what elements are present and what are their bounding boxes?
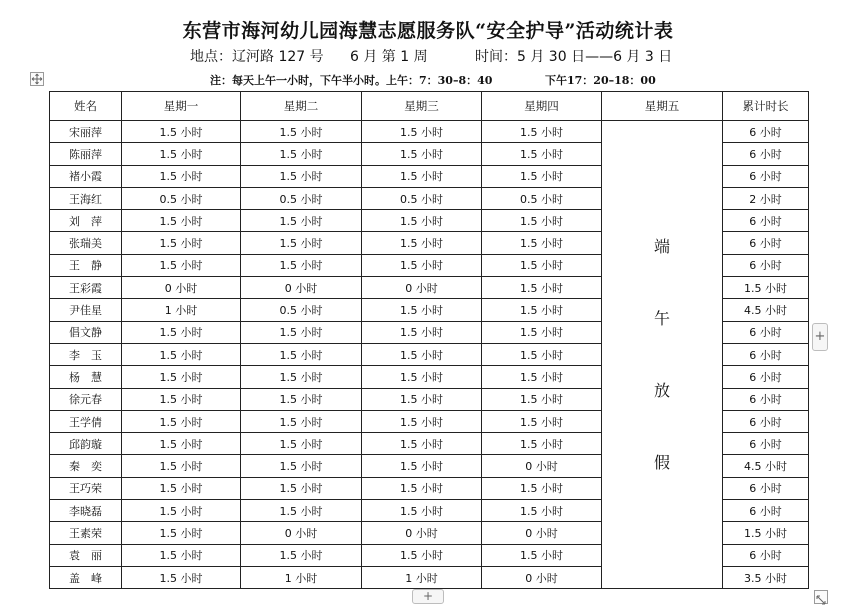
cell-name: 秦 奕 [50,455,122,477]
cell-total: 2 小时 [723,187,809,209]
cell-name: 李 玉 [50,343,122,365]
time-range-text: 时间：5 月 30 日——6 月 3 日 [475,49,673,65]
cell-name: 杨 慧 [50,366,122,388]
cell-total: 6 小时 [723,433,809,455]
holiday-char: 午 [653,308,670,328]
cell-mon: 1.5 小时 [122,321,241,343]
cell-wed: 1.5 小时 [362,254,482,276]
cell-tue: 1.5 小时 [241,366,362,388]
cell-name: 刘 萍 [50,210,122,232]
cell-name: 王学倩 [50,410,122,432]
cell-total: 6 小时 [723,210,809,232]
cell-tue: 1.5 小时 [241,433,362,455]
cell-thu: 0 小时 [482,522,602,544]
cell-wed: 1.5 小时 [362,165,482,187]
cell-wed: 1.5 小时 [362,366,482,388]
document-info-line [190,46,690,66]
cell-mon: 1.5 小时 [122,522,241,544]
cell-name: 盖 峰 [50,566,122,588]
cell-mon: 1.5 小时 [122,165,241,187]
week-text: 6 月 第 1 周 [350,49,428,65]
header-name: 姓名 [50,92,122,121]
cell-wed: 1.5 小时 [362,321,482,343]
cell-tue: 1.5 小时 [241,544,362,566]
cell-tue: 1.5 小时 [241,210,362,232]
cell-name: 徐元春 [50,388,122,410]
cell-mon: 0 小时 [122,277,241,299]
cell-thu: 0 小时 [482,566,602,588]
cell-name: 宋丽萍 [50,121,122,143]
cell-wed: 1.5 小时 [362,455,482,477]
cell-tue: 0 小时 [241,522,362,544]
location-text: 地点：辽河路 127 号 [190,49,324,65]
cell-total: 1.5 小时 [723,277,809,299]
table-row [50,121,809,143]
cell-name: 倡文静 [50,321,122,343]
cell-wed: 1.5 小时 [362,544,482,566]
cell-thu: 1.5 小时 [482,299,602,321]
header-thursday: 星期四 [482,92,602,121]
cell-mon: 1.5 小时 [122,143,241,165]
table-resize-icon[interactable] [814,590,828,604]
holiday-text [602,236,722,472]
cell-tue: 1.5 小时 [241,500,362,522]
cell-tue: 1.5 小时 [241,477,362,499]
cell-total: 3.5 小时 [723,566,809,588]
holiday-char: 放 [653,380,670,400]
cell-mon: 1.5 小时 [122,433,241,455]
add-column-button[interactable]: + [812,323,828,351]
cell-wed: 1.5 小时 [362,410,482,432]
cell-tue: 1.5 小时 [241,165,362,187]
cell-total: 6 小时 [723,343,809,365]
cell-mon: 1 小时 [122,299,241,321]
cell-total: 6 小时 [723,165,809,187]
cell-total: 6 小时 [723,410,809,432]
cell-mon: 1.5 小时 [122,410,241,432]
cell-mon: 1.5 小时 [122,544,241,566]
cell-name: 王海红 [50,187,122,209]
holiday-char: 假 [653,452,670,472]
cell-wed: 1.5 小时 [362,500,482,522]
cell-wed: 1.5 小时 [362,388,482,410]
header-tuesday: 星期二 [241,92,362,121]
header-friday: 星期五 [602,92,723,121]
cell-tue: 1.5 小时 [241,410,362,432]
cell-name: 尹佳星 [50,299,122,321]
cell-total: 1.5 小时 [723,522,809,544]
cell-total: 6 小时 [723,232,809,254]
cell-tue: 1 小时 [241,566,362,588]
cell-mon: 1.5 小时 [122,210,241,232]
cell-total: 6 小时 [723,143,809,165]
cell-wed: 1.5 小时 [362,343,482,365]
cell-wed: 0 小时 [362,522,482,544]
cell-total: 6 小时 [723,366,809,388]
cell-name: 张瑞美 [50,232,122,254]
cell-wed: 1.5 小时 [362,232,482,254]
cell-wed: 1.5 小时 [362,299,482,321]
cell-tue: 0 小时 [241,277,362,299]
cell-total: 6 小时 [723,254,809,276]
header-monday: 星期一 [122,92,241,121]
cell-total: 6 小时 [723,321,809,343]
cell-mon: 1.5 小时 [122,254,241,276]
cell-wed: 1 小时 [362,566,482,588]
cell-mon: 1.5 小时 [122,232,241,254]
cell-thu: 1.5 小时 [482,500,602,522]
cell-thu: 1.5 小时 [482,433,602,455]
cell-mon: 1.5 小时 [122,500,241,522]
cell-thu: 1.5 小时 [482,277,602,299]
table-move-icon[interactable] [30,72,44,86]
note-morning: 注：每天上午一小时，下午半小时。上午：7：30–8：40 [210,74,493,87]
cell-thu: 1.5 小时 [482,343,602,365]
cell-tue: 1.5 小时 [241,388,362,410]
cell-tue: 1.5 小时 [241,254,362,276]
cell-thu: 1.5 小时 [482,210,602,232]
cell-mon: 1.5 小时 [122,388,241,410]
cell-thu: 1.5 小时 [482,232,602,254]
cell-name: 李晓磊 [50,500,122,522]
cell-tue: 0.5 小时 [241,299,362,321]
holiday-char: 端 [653,236,670,256]
add-row-button[interactable]: + [412,589,444,604]
cell-thu: 1.5 小时 [482,165,602,187]
cell-wed: 0 小时 [362,277,482,299]
cell-mon: 1.5 小时 [122,455,241,477]
cell-thu: 1.5 小时 [482,388,602,410]
cell-wed: 0.5 小时 [362,187,482,209]
cell-name: 褚小霞 [50,165,122,187]
cell-mon: 1.5 小时 [122,477,241,499]
cell-name: 王 静 [50,254,122,276]
header-total: 累计时长 [723,92,809,121]
cell-total: 4.5 小时 [723,455,809,477]
cell-mon: 0.5 小时 [122,187,241,209]
cell-thu: 1.5 小时 [482,544,602,566]
cell-name: 王巧荣 [50,477,122,499]
cell-tue: 1.5 小时 [241,143,362,165]
note-afternoon: 下午17：20–18：00 [545,74,656,87]
cell-name: 王素荣 [50,522,122,544]
cell-thu: 1.5 小时 [482,366,602,388]
cell-total: 6 小时 [723,388,809,410]
cell-total: 6 小时 [723,544,809,566]
cell-name: 袁 丽 [50,544,122,566]
header-wednesday: 星期三 [362,92,482,121]
cell-thu: 1.5 小时 [482,477,602,499]
cell-wed: 1.5 小时 [362,143,482,165]
table-body [50,121,809,589]
cell-total: 6 小时 [723,121,809,143]
cell-wed: 1.5 小时 [362,477,482,499]
cell-thu: 1.5 小时 [482,143,602,165]
cell-thu: 1.5 小时 [482,121,602,143]
cell-name: 王彩霞 [50,277,122,299]
cell-total: 6 小时 [723,500,809,522]
cell-wed: 1.5 小时 [362,121,482,143]
cell-thu: 1.5 小时 [482,321,602,343]
table-header-row [50,92,809,121]
schedule-note [210,72,710,88]
cell-thu: 0 小时 [482,455,602,477]
stats-table [49,91,809,589]
cell-total: 4.5 小时 [723,299,809,321]
cell-thu: 1.5 小时 [482,254,602,276]
cell-wed: 1.5 小时 [362,433,482,455]
document-title: 东营市海河幼儿园海慧志愿服务队“安全护导”活动统计表 [182,20,674,42]
cell-tue: 1.5 小时 [241,232,362,254]
cell-total: 6 小时 [723,477,809,499]
cell-mon: 1.5 小时 [122,366,241,388]
cell-tue: 1.5 小时 [241,121,362,143]
cell-tue: 1.5 小时 [241,343,362,365]
cell-mon: 1.5 小时 [122,566,241,588]
cell-wed: 1.5 小时 [362,210,482,232]
cell-tue: 1.5 小时 [241,455,362,477]
cell-name: 邱韵璇 [50,433,122,455]
cell-thu: 1.5 小时 [482,410,602,432]
cell-tue: 0.5 小时 [241,187,362,209]
cell-mon: 1.5 小时 [122,343,241,365]
friday-holiday-cell [602,121,723,589]
cell-name: 陈丽萍 [50,143,122,165]
cell-mon: 1.5 小时 [122,121,241,143]
cell-thu: 0.5 小时 [482,187,602,209]
cell-tue: 1.5 小时 [241,321,362,343]
